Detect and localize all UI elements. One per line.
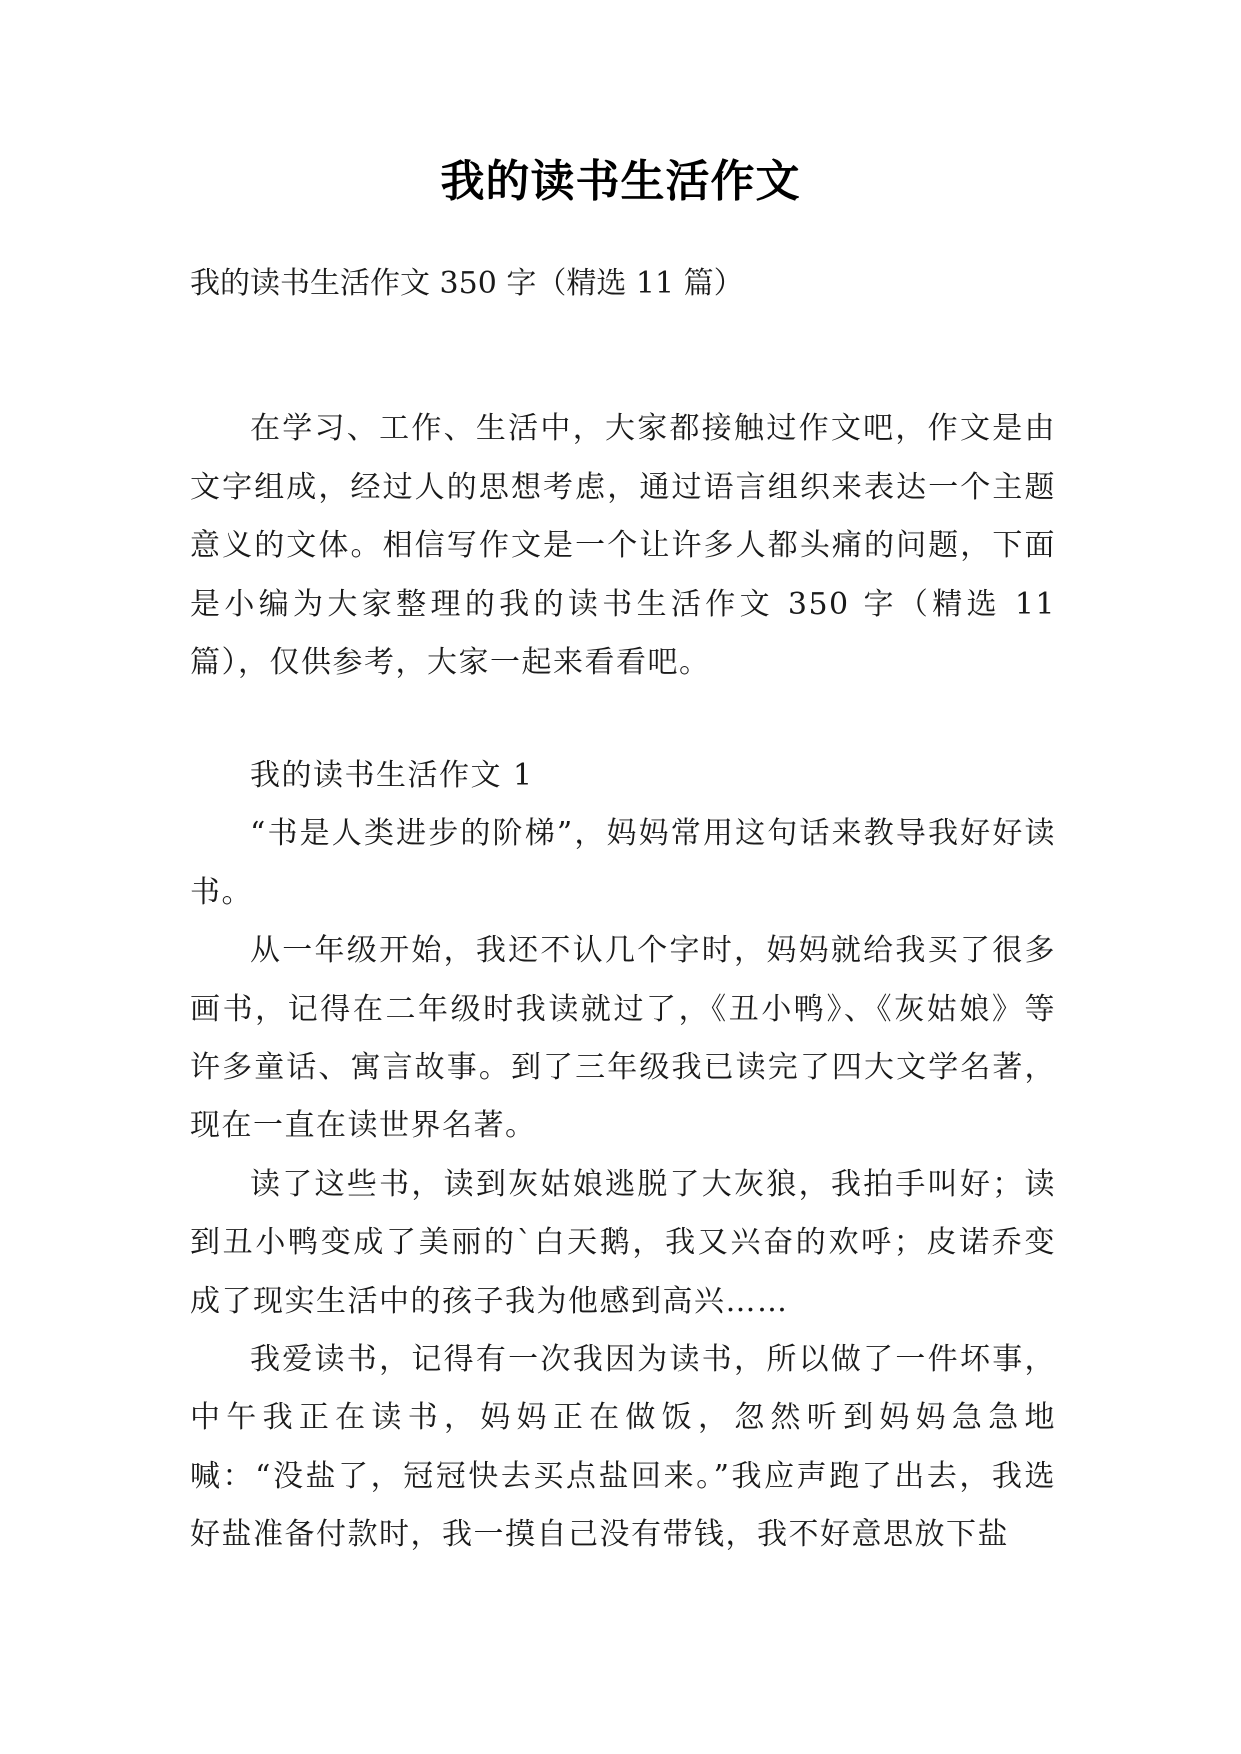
document-subtitle: 我的读书生活作文 350 字（精选 11 篇）: [190, 266, 744, 301]
essay-section: [190, 747, 1056, 1565]
essay-heading: 我的读书生活作文 1: [250, 758, 534, 793]
essay-paragraph: 读了这些书，读到灰姑娘逃脱了大灰狼，我拍手叫好；读到丑小鸭变成了美丽的`白天鹅，我又兴奋的欢呼；皮诺乔变成了现实生活中的孩子我为他感到高兴……: [190, 1166, 1056, 1319]
document-title: 我的读书生活作文: [440, 156, 801, 207]
intro-paragraph: 在学习、工作、生活中，大家都接触过作文吧，作文是由文字组成，经过人的思想考虑，通过语言组织来表达一个主题意义的文体。相信写作文是一个让许多人都头痛的问题，下面是小编为大家整理的我的读书生活作文 350 字（精选 11 篇），仅供参考，大家一起来看看吧。: [190, 411, 1056, 680]
intro-section: [190, 400, 1056, 693]
essay-paragraph: 从一年级开始，我还不认几个字时，妈妈就给我买了很多画书，记得在二年级时我读就过了，《丑小鸭》、《灰姑娘》等许多童话、寓言故事。到了三年级我已读完了四大文学名著，现在一直在读世界名著。: [190, 933, 1056, 1144]
essay-paragraph: 我爱读书，记得有一次我因为读书，所以做了一件坏事，中午我正在读书，妈妈正在做饭，忽然听到妈妈急急地喊：“没盐了，冠冠快去买点盐回来。”我应声跑了出去，我选好盐准备付款时，我一摸自己没有带钱，我不好意思放下盐: [190, 1342, 1056, 1553]
essay-paragraph: “书是人类进步的阶梯”，妈妈常用这句话来教导我好好读书。: [190, 816, 1056, 910]
